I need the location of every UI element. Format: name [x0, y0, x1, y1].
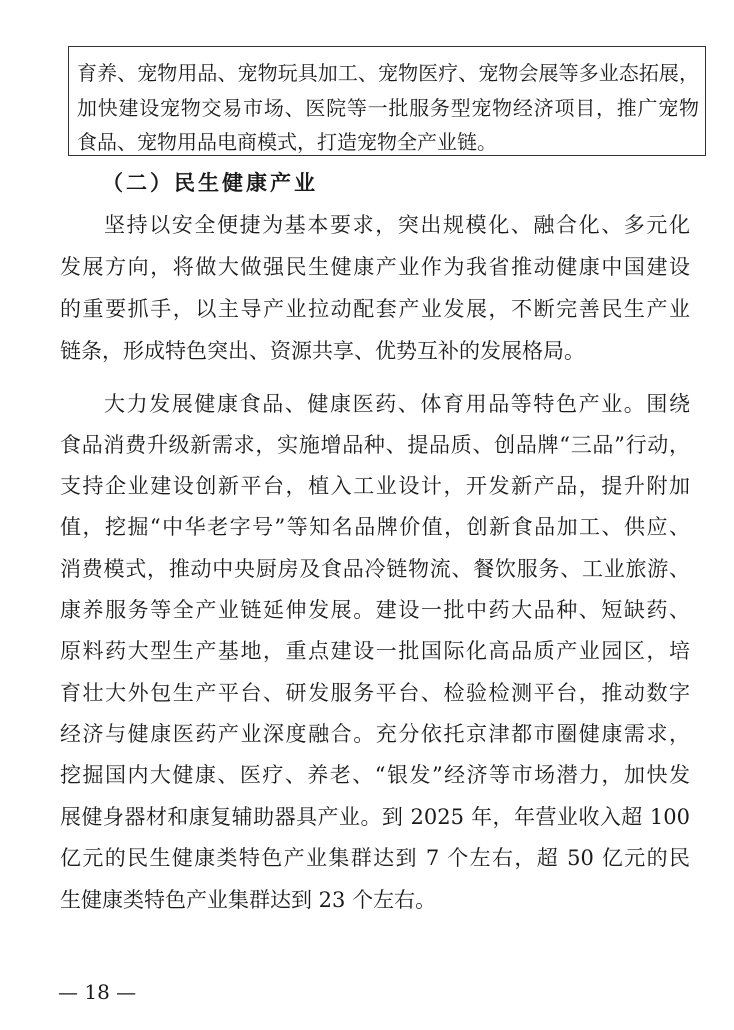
- text-line: 大力发展健康食品、健康医药、体育用品等特色产业。围绕: [104, 392, 690, 416]
- box-line: 食品、宠物用品电商模式，打造宠物全产业链。: [77, 130, 497, 154]
- text-line: 原料药大型生产基地，重点建设一批国际化高品质产业园区，培: [60, 639, 690, 663]
- text-line: 发展方向，将做大做强民生健康产业作为我省推动健康中国建设: [60, 255, 690, 279]
- box-line: 加快建设宠物交易市场、医院等一批服务型宠物经济项目，推广宠物: [77, 96, 699, 120]
- text-line: 展健身器材和康复辅助器具产业。到 2025 年，年营业收入超 100: [60, 805, 690, 829]
- text-line: 链条，形成特色突出、资源共享、优势互补的发展格局。: [60, 339, 585, 363]
- text-line: 康养服务等全产业链延伸发展。建设一批中药大品种、短缺药、: [60, 598, 690, 622]
- text-line: 亿元的民生健康类特色产业集群达到 7 个左右，超 50 亿元的民: [60, 846, 690, 870]
- text-line: 的重要抓手，以主导产业拉动配套产业发展，不断完善民生产业: [60, 297, 690, 321]
- boxed-text-continuation: [68, 46, 706, 156]
- text-line: 支持企业建设创新平台，植入工业设计，开发新产品，提升附加: [60, 474, 690, 498]
- section-heading: （二）民生健康产业: [102, 170, 318, 195]
- text-line: 值，挖掘“中华老字号”等知名品牌价值，创新食品加工、供应、: [60, 515, 690, 539]
- text-line: 食品消费升级新需求，实施增品种、提品质、创品牌“三品”行动，: [60, 433, 690, 457]
- page-number: — 18 —: [58, 980, 137, 1004]
- text-line: 消费模式，推动中央厨房及食品冷链物流、餐饮服务、工业旅游、: [60, 557, 690, 581]
- text-line: 挖掘国内大健康、医疗、养老、“银发”经济等市场潜力，加快发: [60, 763, 690, 787]
- text-line: 育壮大外包生产平台、研发服务平台、检验检测平台，推动数字: [60, 681, 690, 705]
- text-line: 生健康类特色产业集群达到 23 个左右。: [60, 888, 437, 912]
- box-line: 育养、宠物用品、宠物玩具加工、宠物医疗、宠物会展等多业态拓展，: [77, 61, 699, 85]
- text-line: 坚持以安全便捷为基本要求，突出规模化、融合化、多元化: [104, 213, 690, 237]
- text-line: 经济与健康医药产业深度融合。充分依托京津都市圈健康需求，: [60, 722, 690, 746]
